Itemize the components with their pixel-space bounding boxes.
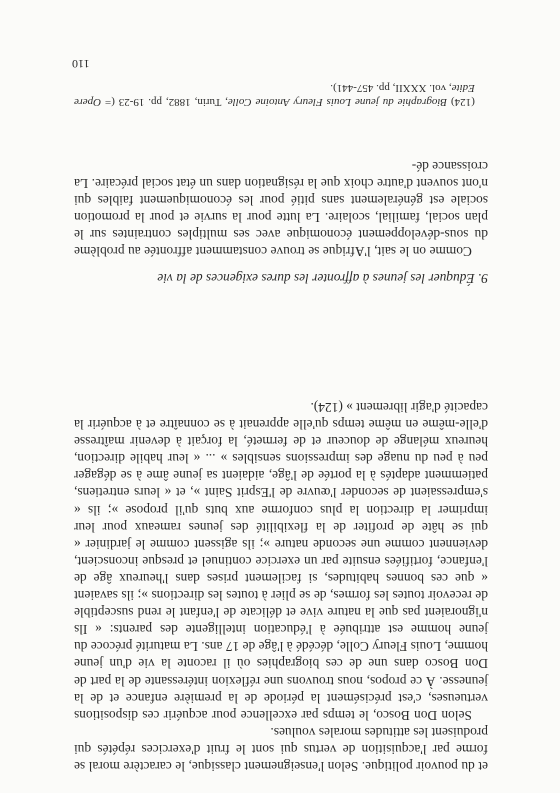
paragraph: et du pouvoir politique. Selon l'enseignement classique, le caractère moral se forme par l'acquisition de vertus qui sont le fruit d'exercices répétés qui produisent les attitudes morales voulues.: [74, 724, 488, 774]
paragraph: Selon Don Bosco, le temps par excellence pour acquérir ces dispositions vertueuses, c'est précisément la période de la première enfance et de la jeunesse. À ce propos, nous trouvons une réflexion intéressante de la part de Don Bosco dans une de ces biographies où il raconte la vie d'un jeune homme, Louis Fleury Colle, décédé à l'âge de 17 ans. La maturité précoce du jeune homme est attribuée à l'éducation intelligente des parents: « Ils n'ignoraient pas que la nature vive et délicate de l'enfant le rend susceptible de recevoir toutes les formes, de se plier à toutes les directions »; ils savaient « que ces bonnes habitudes, si facilement prises dans l'heureux âge de l'enfance, fortifiées ensuite par un exercice continuel et presque inconscient, deviennent comme une seconde nature »; ils agissent comme le jardinier « qui se hâte de profiter de la flexibilité des jeunes rameaux pour leur imprimer la direction la plus conforme aux buts qu'il propose »; ils « s'empressaient de seconder l'œuvre de l'Esprit Saint », et « leurs entretiens, patiemment adaptés à la portée de l'âge, aidaient sa jeune âme à se dégager peu à peu du nuage des impressions sensibles » ... « leur habile direction, heureux mélange de douceur et de fermeté, la forçait à devenir maîtresse d'elle-même en même temps qu'elle apprenait à se connaître et à acquérir la capacité d'agir librement » (124).: [74, 400, 488, 723]
section-heading: 9. Éduquer les jeunes à affronter les dures exigences de la vie: [157, 271, 488, 286]
page-number: 110: [72, 57, 90, 71]
footnote-marker: (124): [450, 96, 475, 108]
paragraph: Comme on le sait, l'Afrique se trouve constamment affrontée au problème du sous-développement économique avec ses multiples contraintes sur le plan social, familial, scolaire. La lutte pour la survie et pour la promotion sociale est généralement sans pitié pour les économiquement faibles qui n'ont souvent d'autre choix que la résignation dans un état social précaire. La croissance dé-: [74, 158, 488, 259]
footnote-text: [74, 81, 488, 109]
body-text-lower: [74, 157, 488, 260]
footnote: [74, 81, 488, 109]
footnote-title: Biographie du jeune Louis Fleury Antoine Colle: [227, 96, 448, 108]
footnote-series: Opere Edite: [73, 82, 475, 108]
footnote-publication: , Turin, 1882, pp. 19-23 (=: [101, 96, 228, 108]
body-text-upper: [74, 399, 488, 775]
footnote-volume: , vol. XXXII, pp. 457-441).: [330, 82, 452, 94]
